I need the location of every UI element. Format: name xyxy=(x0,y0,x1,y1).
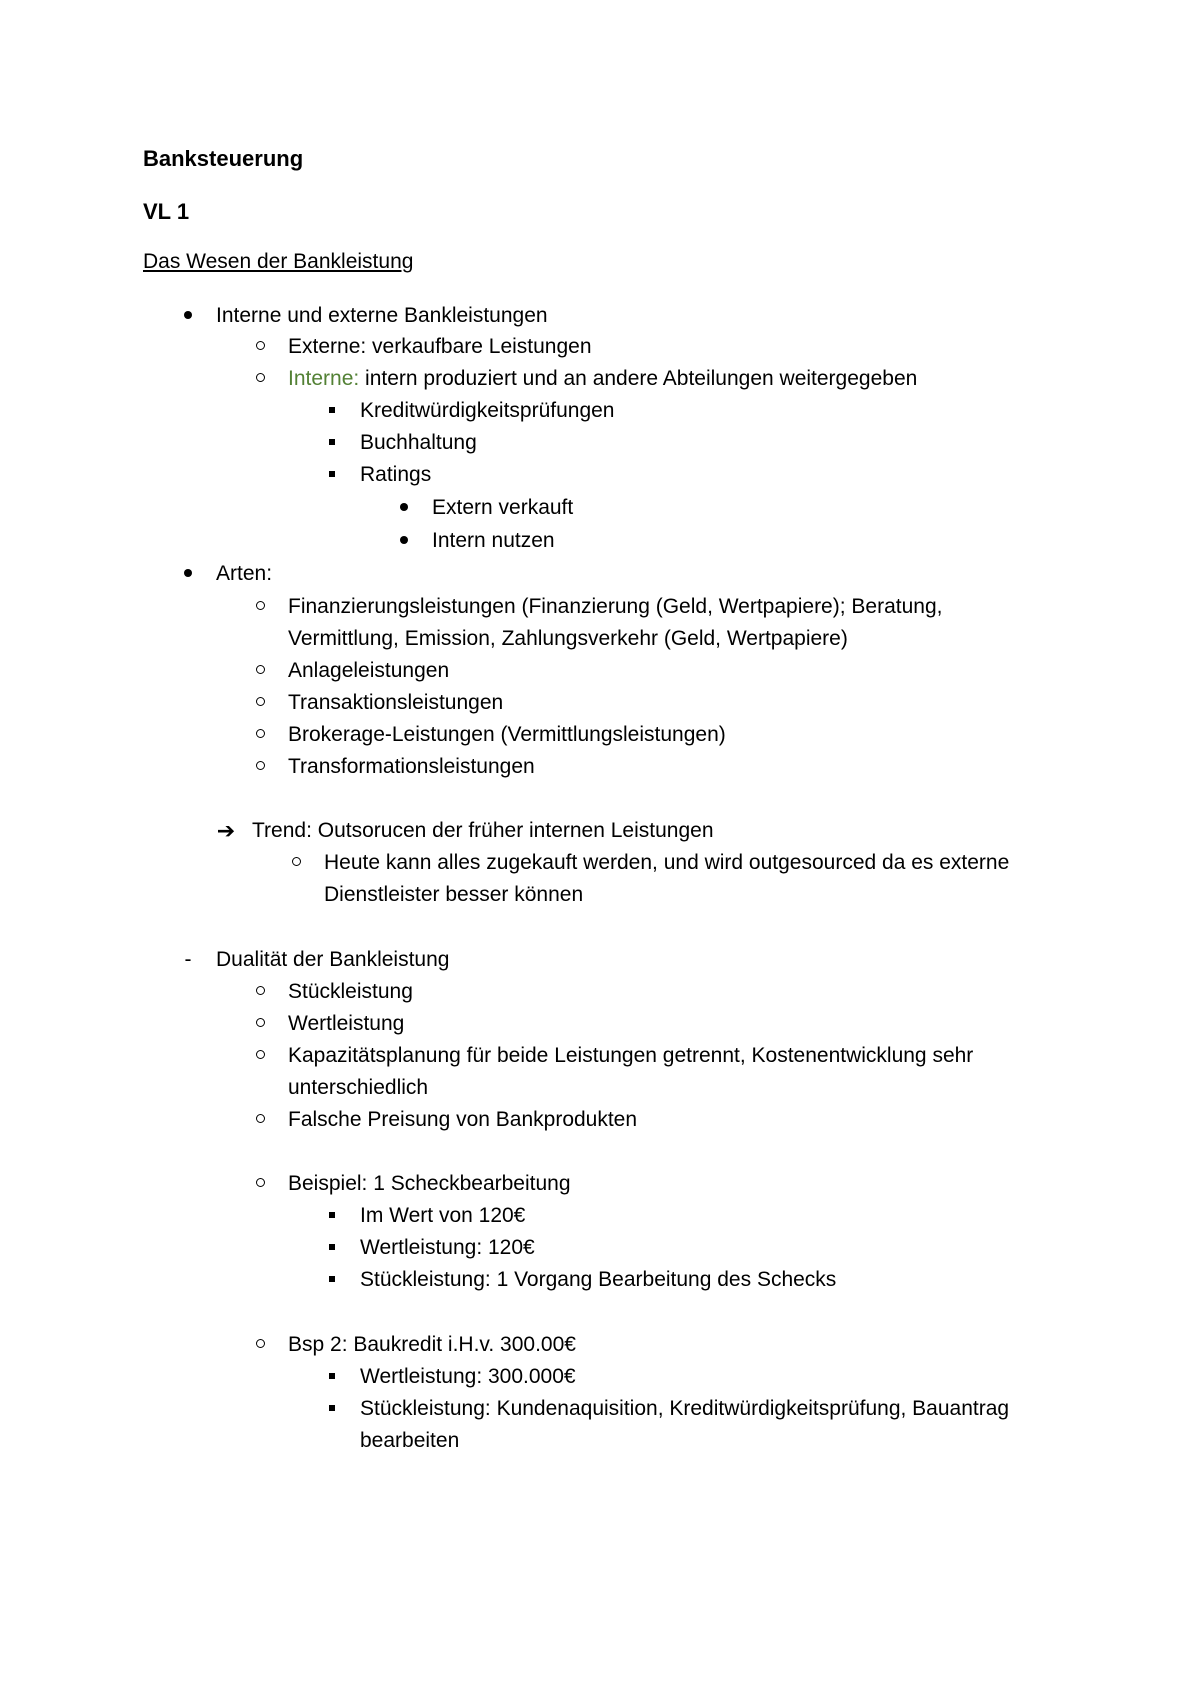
bullet-square-icon xyxy=(320,1234,344,1262)
bullet-circle-icon xyxy=(248,657,272,685)
bullet-circle-icon xyxy=(248,593,272,621)
bullet-square-icon xyxy=(320,1395,344,1423)
bullet-circle-icon xyxy=(248,1170,272,1198)
bullet-circle-icon xyxy=(248,1331,272,1359)
dash-icon: - xyxy=(184,948,192,971)
bullet-circle-icon xyxy=(248,721,272,749)
bullet-square-icon xyxy=(320,1266,344,1294)
bullet-circle-icon xyxy=(248,689,272,717)
bullet-square-icon xyxy=(320,429,344,457)
document-title: Banksteuerung xyxy=(143,146,304,171)
interne-label: Interne: xyxy=(288,367,360,390)
bullet-disc-icon xyxy=(392,527,416,555)
document-page: Banksteuerung VL 1 Das Wesen der Bankleistung Interne und externe Bankleistungen Externe: verkaufbare Leistungen Interne: intern produziert und an andere Abteilungen weitergegeben Kreditwürdigkeitsprüfungen Buchhaltung Ratings Extern verkauft Intern nutzen Arten: Finanzierungsleistungen (Finanzierung (Geld, Wertpapiere); Beratung, Vermittlung, Emission, Zahlungsverkehr (Geld, Wertpapiere) Anlageleistungen Transaktionsleistungen Brokerage-Leistungen (Vermittlungsleistungen) Transformationsleistungen ➔ Trend: Outsorucen der früher internen Leistungen Heute kann alles zugekauft werden, und wird outgesourced da es externe Dienstleister besser können - Dualität der Bankleistung Stückleistung Wertleistung Kapazitätsplanung für beide Leistungen getrennt, Kostenentwicklung sehr unterschiedlich Falsche Preisung von Bankprodukten Beispiel: 1 Scheckbearbeitung Im Wert von 120€ Wertleistung: 120€ Stückleistung: 1 Vorgang Bearbeitung des Schecks Bsp 2: Baukredit i.H.v. 300.00€ Wertleistung: 300.000€ Stückleistung: Kundenaquisition, Kreditwürdigkeitsprüfung, Bauantrag bearbeiten xyxy=(143,146,1010,1452)
section-title: Das Wesen der Bankleistung xyxy=(143,250,414,273)
bullet-square-icon xyxy=(320,1363,344,1391)
bullet-circle-icon xyxy=(248,1010,272,1038)
bullet-square-icon xyxy=(320,461,344,489)
bullet-circle-icon xyxy=(284,849,308,877)
bullet-circle-icon xyxy=(248,365,272,393)
bullet-circle-icon xyxy=(248,1042,272,1070)
bullet-circle-icon xyxy=(248,1106,272,1134)
bullet-disc-icon xyxy=(176,302,200,330)
bullet-circle-icon xyxy=(248,753,272,781)
bullet-square-icon xyxy=(320,1202,344,1230)
bullet-disc-icon xyxy=(176,560,200,588)
bullet-disc-icon xyxy=(392,494,416,522)
bullet-square-icon xyxy=(320,397,344,425)
bullet-circle-icon xyxy=(248,978,272,1006)
lecture-heading: VL 1 xyxy=(143,199,190,224)
bullet-circle-icon xyxy=(248,333,272,361)
arrow-right-icon: ➔ xyxy=(216,818,236,843)
